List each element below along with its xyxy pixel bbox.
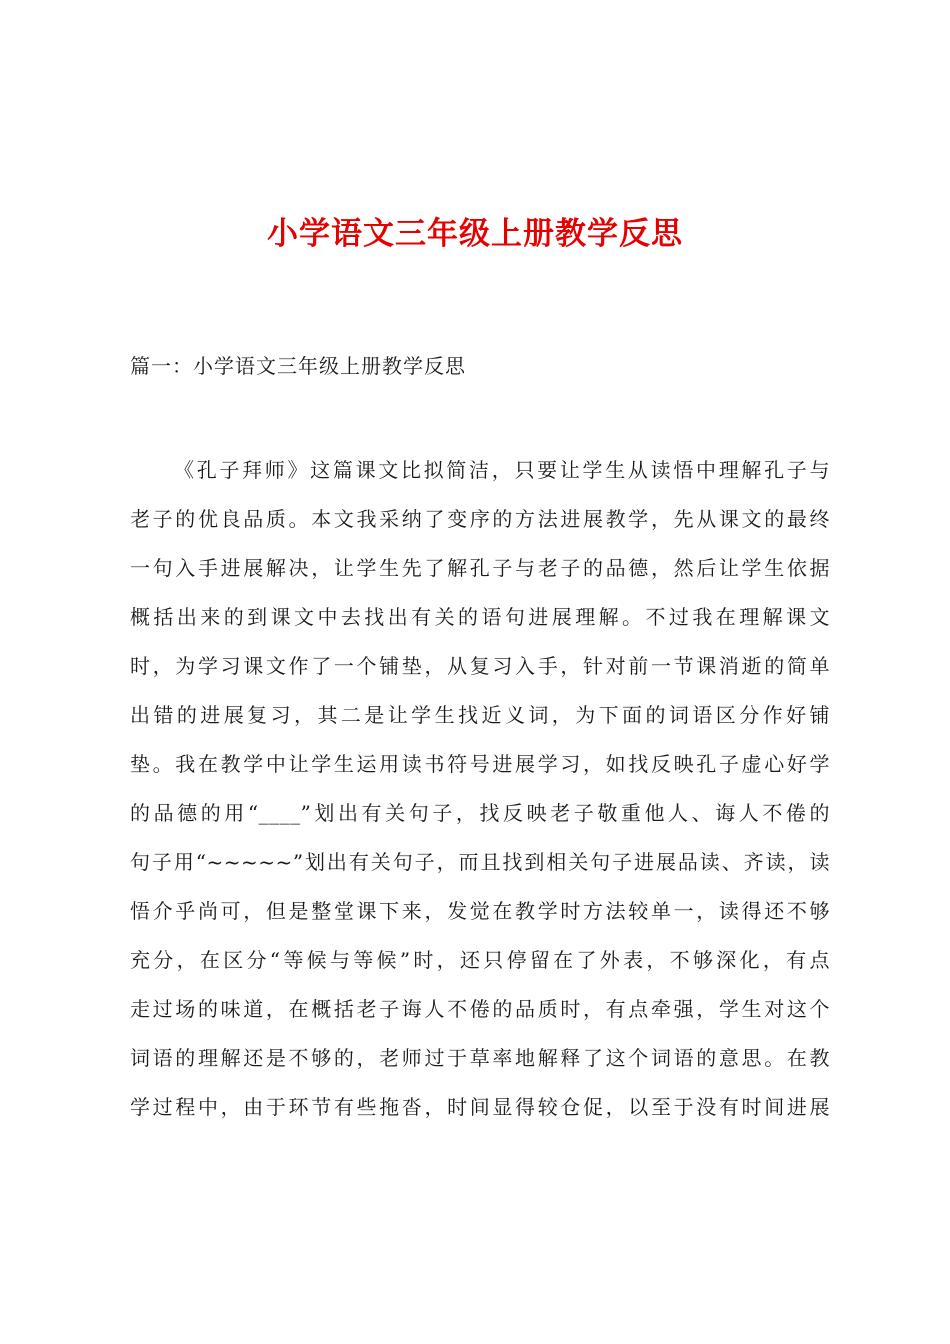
document-title: 小学语文三年级上册教学反思	[267, 216, 683, 252]
paragraph-line: 句子用“~~~~~”划出有关句子，而且找到相关句子进展品读、齐读，读	[130, 850, 830, 874]
paragraph-line: 悟介乎尚可，但是整堂课下来，发觉在教学时方法较单一，读得还不够	[130, 899, 830, 923]
paragraph-line: 一句入手进展解决，让学生先了解孔子与老子的品德，然后让学生依据	[130, 556, 830, 580]
paragraph-line: 学过程中，由于环节有些拖沓，时间显得较仓促，以至于没有时间进展	[130, 1095, 830, 1119]
paragraph-line: 词语的理解还是不够的，老师过于草率地解释了这个词语的意思。在教	[130, 1046, 830, 1070]
paragraph-line: 时，为学习课文作了一个铺垫，从复习入手，针对前一节课消逝的简单	[130, 654, 830, 678]
paragraph-line: 的品德的用“____”划出有关句子，找反映老子敬重他人、诲人不倦的	[130, 801, 830, 825]
paragraph-line: 充分，在区分“等候与等候”时，还只停留在了外表，不够深化，有点	[130, 948, 830, 972]
paragraph-line: 概括出来的到课文中去找出有关的语句进展理解。不过我在理解课文	[130, 605, 830, 629]
paragraph-line: 出错的进展复习，其二是让学生找近义词，为下面的词语区分作好铺	[130, 703, 830, 727]
section-heading: 篇一：小学语文三年级上册教学反思	[130, 354, 466, 378]
paragraph-line: 走过场的味道，在概括老子诲人不倦的品质时，有点牵强，学生对这个	[130, 997, 830, 1021]
paragraph-line: 垫。我在教学中让学生运用读书符号进展学习，如找反映孔子虚心好学	[130, 752, 830, 776]
paragraph-line: 老子的优良品质。本文我采纳了变序的方法进展教学，先从课文的最终	[130, 507, 830, 531]
body-paragraph	[130, 446, 830, 1132]
paragraph-line: 《孔子拜师》这篇课文比拟简洁，只要让学生从读悟中理解孔子与	[174, 458, 830, 482]
